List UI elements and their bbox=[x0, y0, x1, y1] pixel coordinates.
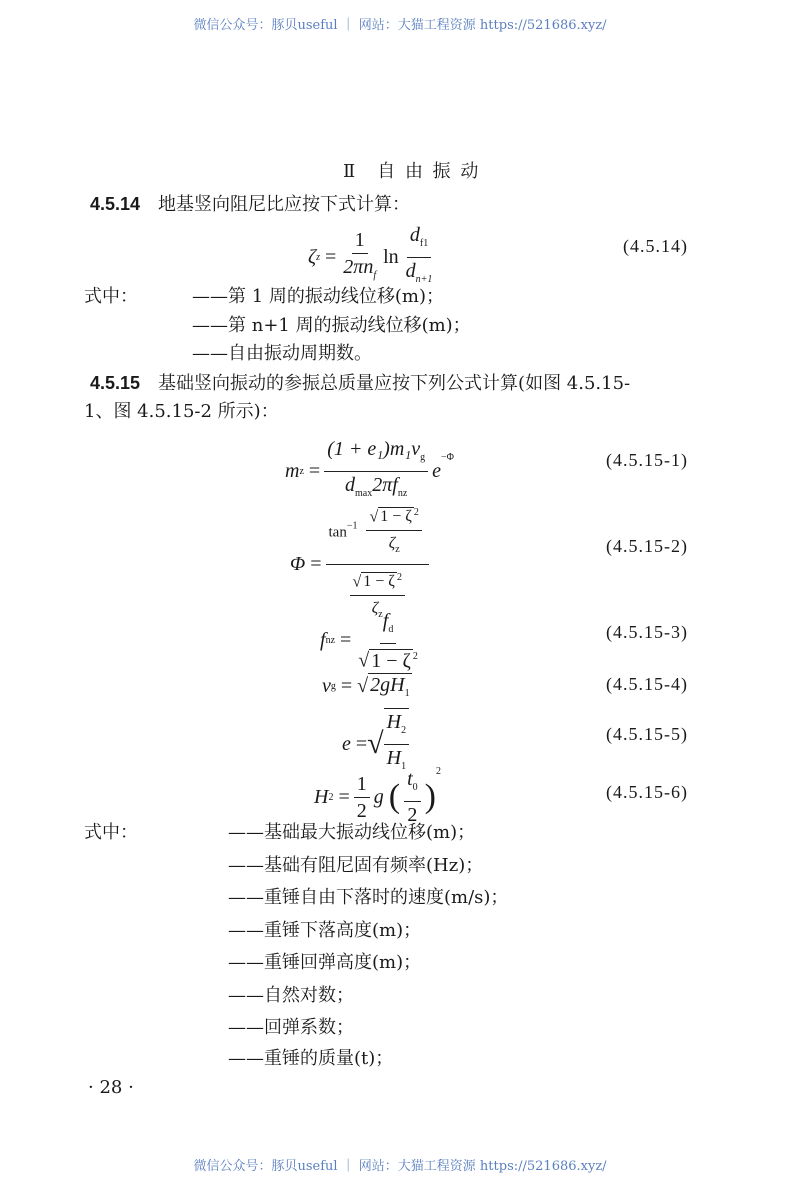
equation-number: (4.5.15-4) bbox=[606, 674, 688, 694]
page-number: · 28 · bbox=[88, 1077, 134, 1098]
definition-text: ——基础有阻尼固有频率(Hz)； bbox=[228, 855, 484, 876]
definition-text: ——基础最大振动线位移(m)； bbox=[228, 822, 476, 843]
watermark-bottom: 微信公众号：豚贝useful ｜ 网站：大猫工程资源 https://521686.xyz/ bbox=[193, 1159, 607, 1174]
clause-text: 地基竖向阻尼比应按下式计算： bbox=[158, 194, 411, 215]
definition-text: ——自然对数； bbox=[228, 985, 354, 1006]
clause-number: 4.5.14 bbox=[90, 194, 141, 214]
watermark-top: 微信公众号：豚贝useful ｜ 网站：大猫工程资源 https://521686.xyz/ bbox=[193, 18, 607, 33]
definition-text: ——第 n+1 周的振动线位移(m)； bbox=[192, 315, 471, 336]
clause-text-cont: 1、图 4.5.15-2 所示)： bbox=[84, 401, 279, 422]
definition-prefix: 式中： bbox=[84, 822, 138, 843]
equation-4-5-15-4: v g = √ $2gH_1$ bbox=[322, 674, 410, 699]
equation-number: (4.5.14) bbox=[623, 236, 688, 256]
definition-text: ——重锤的质量(t)； bbox=[228, 1048, 394, 1069]
equation-4-5-14: ζ z = $\frac{1}{2\pi n_f}$ ln $\frac{d_{f1}}{d_{n+1}}$ bbox=[308, 224, 433, 285]
definition-prefix: 式中： bbox=[84, 286, 138, 307]
equation-number: (4.5.15-3) bbox=[606, 622, 688, 642]
definition-text: ——自由振动周期数。 bbox=[192, 343, 372, 364]
equation-number: (4.5.15-6) bbox=[606, 782, 688, 802]
definition-text: ——第 1 周的振动线位移(m)； bbox=[192, 286, 445, 307]
clause-text: 基础竖向振动的参振总质量应按下列公式计算(如图 4.5.15- bbox=[158, 373, 631, 394]
equation-4-5-15-6: H 2 = $\frac{1}{2}$ g ( $\frac{t_0}{2}$ ) 2 bbox=[314, 766, 441, 826]
clause-4-5-15 bbox=[90, 371, 630, 396]
definition-text: ——回弹系数； bbox=[228, 1017, 354, 1038]
equation-4-5-15-5: e = √ $\frac{H_2}{H_1}$ bbox=[342, 708, 413, 780]
equation-4-5-15-3: f nz = $\frac{f_d}{√ 1 - \zeta ^2}$ bbox=[320, 610, 418, 672]
definition-text: ——重锤回弹高度(m)； bbox=[228, 952, 422, 973]
definition-text: ——重锤下落高度(m)； bbox=[228, 920, 422, 941]
clause-number: 4.5.15 bbox=[90, 373, 141, 393]
equation-number: (4.5.15-5) bbox=[606, 724, 688, 744]
section-title: Ⅱ 自 由 振 动 bbox=[343, 161, 481, 182]
definition-text: ——重锤自由下落时的速度(m/s)； bbox=[228, 887, 509, 908]
clause-4-5-14 bbox=[90, 192, 410, 217]
equation-4-5-15-2: Φ = $\tan^{-1}$ $\frac{√ 1 - \zeta ^2}{\zeta_z}$ $\frac{√ 1 - \zeta ^2}{\zeta_z}$ bbox=[290, 500, 433, 628]
equation-number: (4.5.15-2) bbox=[606, 536, 688, 556]
equation-number: (4.5.15-1) bbox=[606, 450, 688, 470]
equation-4-5-15-1: m z = $\frac{(1 + e_1)m_1v_g}{d_{max}2\pi f_{nz}}$ e $^{-\Phi}$ bbox=[285, 438, 454, 499]
